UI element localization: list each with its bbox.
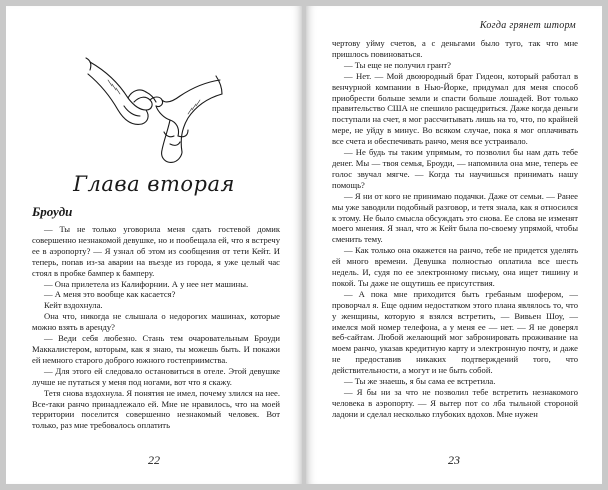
paragraph: — Как только она окажется на ранчо, тебе не придется уделять ей много времени. Девушка полностью оплатила все шесть недель. И, судя по ее электронному письму, она ищет тишину и покой. Ты даже не ощутишь ее присутствия. [332,245,578,288]
paragraph: — А пока мне приходится быть гребаным шофером, — проворчал я. Еще одним недостатком этого плана являлось то, что у женщины, которую я взялся встретить, — Вивьен Шоу, — имелся мой номер телефона, а у меня ее — нет. — Я не доверял веб-сайтам. Любой желающий мог забронировать проживание на моем ранчо, указав кредитную карту и электронную почту, и даже не предоставив никаких подтверждений того, что действительности, а могут и не быть собой. [332,288,578,376]
paragraph: Кейт вздохнула. [44,300,103,311]
paragraph: — Я ни от кого не принимаю подачки. Даже от семьи. — Ранее мы уже заводили подобный разговор, и тетя знала, как я относился к этому. Не было смысла обсуждать это снова. Ее слова не изменят моего мнения. Я знал, что ж Кейт была по-своему упрямой, чтобы сменить тему. [332,190,578,245]
right-page [306,6,602,484]
paragraph: — Веди себя любезно. Стань тем очаровательным Броуди Маккалистером, которым, как я знаю, ты можешь быть. И покажи ей немного старого доброго южного гостеприимства. [32,333,280,365]
paragraph: — Не будь ты таким упрямым, то позволил бы нам дать тебе денег. Мы — твоя семья, Броуди, — напомнила она мне, теперь ее голос звучал мягче. — Когда ты научишься принимать нашу помощь? [332,147,578,190]
paragraph: — А меня это вообще как касается? [44,289,176,300]
paragraph: чертову уйму счетов, а с деньгами было туго, так что мне пришлось повиноваться. [332,38,578,59]
paragraph: — Я бы ни за что не позволил тебе встретить незнакомого человека в аэропорту. — Я вытер пот со лба тыльной стороной ладони и сделал несколько глубоких вдохов. Мне нужен [332,387,578,419]
paragraph: — Для этого ей следовало остановиться в отеле. Этой девушке лучше не путаться у меня под ногами, вот что я скажу. [32,365,280,387]
chapter-narrator: Броуди [32,204,73,219]
paragraph: Она что, никогда не слышала о недорогих машинах, которые можно взять в аренду? [32,311,280,333]
linked-hands-illustration [84,40,224,170]
page-number: 22 [148,453,160,467]
paragraph: Тетя снова вздохнула. Я понятия не имел, почему злился на нее. Все-таки ранчо принадлежало ей. Мне не нравилось, что на моей территории поселится совершенно незнакомый человек. Вот только, раз мне требовалось оплатить [32,387,280,431]
paragraph: — Ты не только уговорила меня сдать гостевой домик совершенно незнакомой девушке, но и пообещала ей, что я встречу ее в аэропорту? — Я узнал об этом из сообщения от тети Кейт. И теперь, попав из-за аварии на въезде из города, я уже целый час стоял в пробке бампер к бамперу. [32,224,280,278]
chapter-title: Глава вторая [73,172,235,196]
page-number: 23 [448,453,460,467]
left-body-text [32,224,280,431]
paragraph: — Нет. — Мой двоюродный брат Гидеон, который работал в венчурной компании в Нью-Йорке, придумал для меня способ приобрести больше земли и спасти больше лошадей. Вот только правительство США не спешило расщедриться. Даже когда деньги поступали на счет, я мог рассчитывать лишь на то, что, по крайней мере, не уйду в минус. Во всяком случае, пока я мог оплачивать все счета и обеспечивать ранчо, меня все устраивало. [332,70,578,147]
paragraph: — Она прилетела из Калифорнии. А у нее нет машины. [44,278,249,289]
right-body-text [332,38,578,420]
paragraph: — Ты еще не получил грант? [344,59,451,70]
running-header: Когда грянет шторм [479,20,576,31]
paragraph: — Ты же знаешь, я бы сама ее встретила. [344,376,496,387]
left-page [6,6,302,484]
